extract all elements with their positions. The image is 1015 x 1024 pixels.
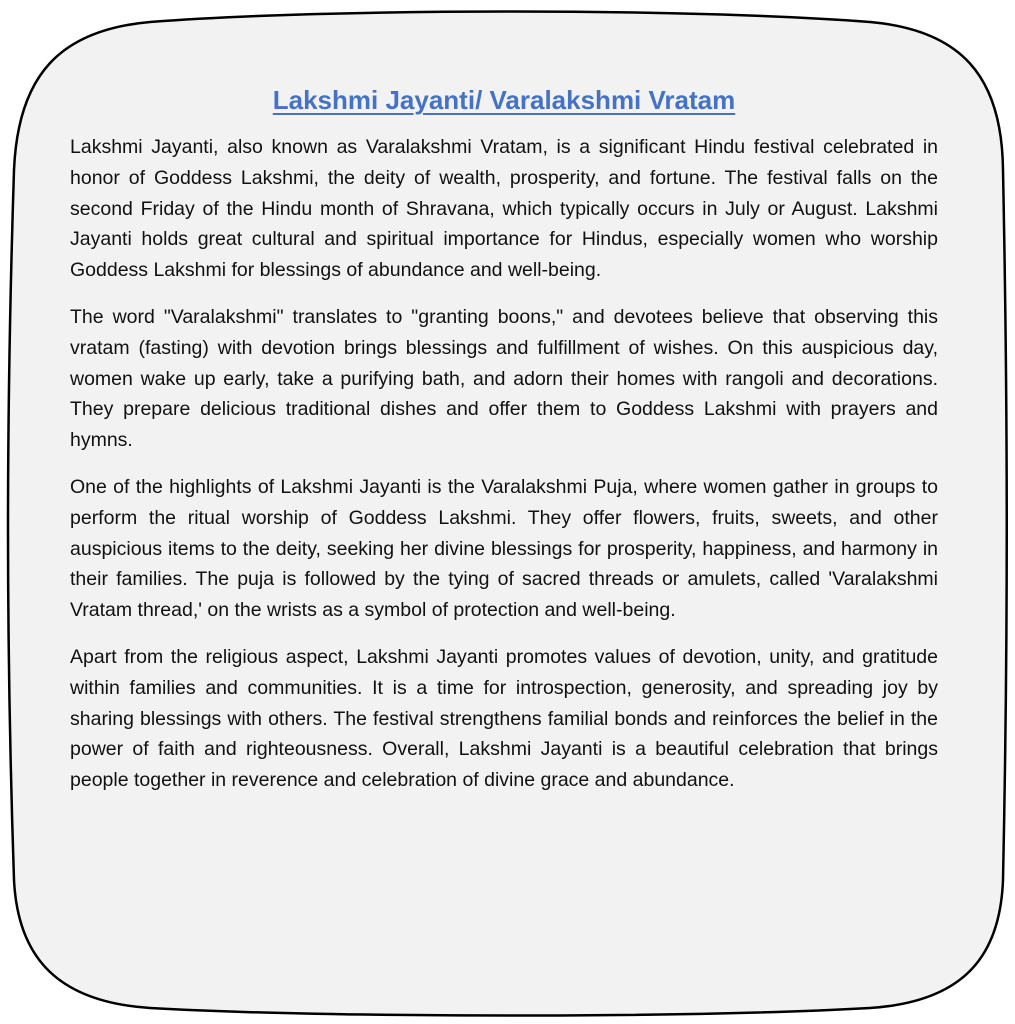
paragraph-2: The word "Varalakshmi" translates to "granting boons," and devotees believe that observing this vratam (fasting) with devotion brings blessings and fulfillment of wishes. On this auspicious day, women wake up early, take a purifying bath, and adorn their homes with rangoli and decorations. They prepare delicious traditional dishes and offer them to Goddess Lakshmi with prayers and hymns.	[70, 305, 938, 452]
paragraph-1: Lakshmi Jayanti, also known as Varalakshmi Vratam, is a significant Hindu festival celebrated in honor of Goddess Lakshmi, the deity of wealth, prosperity, and fortune. The festival falls on the second Friday of the Hindu month of Shravana, which typically occurs in July or August. Lakshmi Jayanti holds great cultural and spiritual importance for Hindus, especially women who worship Goddess Lakshmi for blessings of abundance and well-being.	[70, 136, 938, 282]
document-body	[70, 82, 938, 812]
document-title: Lakshmi Jayanti/ Varalakshmi Vratam	[272, 85, 736, 115]
paragraph-4: Apart from the religious aspect, Lakshmi Jayanti promotes values of devotion, unity, and gratitude within families and communities. It is a time for introspection, generosity, and spreading joy by sharing blessings with others. The festival strengthens familial bonds and reinforces the belief in the power of faith and righteousness. Overall, Lakshmi Jayanti is a beautiful celebration that brings people together in reverence and celebration of divine grace and abundance.	[70, 645, 938, 792]
paragraph-3: One of the highlights of Lakshmi Jayanti is the Varalakshmi Puja, where women gather in groups to perform the ritual worship of Goddess Lakshmi. They offer flowers, fruits, sweets, and other auspicious items to the deity, seeking her divine blessings for prosperity, happiness, and harmony in their families. The puja is followed by the tying of sacred threads or amulets, called 'Varalakshmi Vratam thread,' on the wrists as a symbol of protection and well-being.	[70, 475, 938, 622]
